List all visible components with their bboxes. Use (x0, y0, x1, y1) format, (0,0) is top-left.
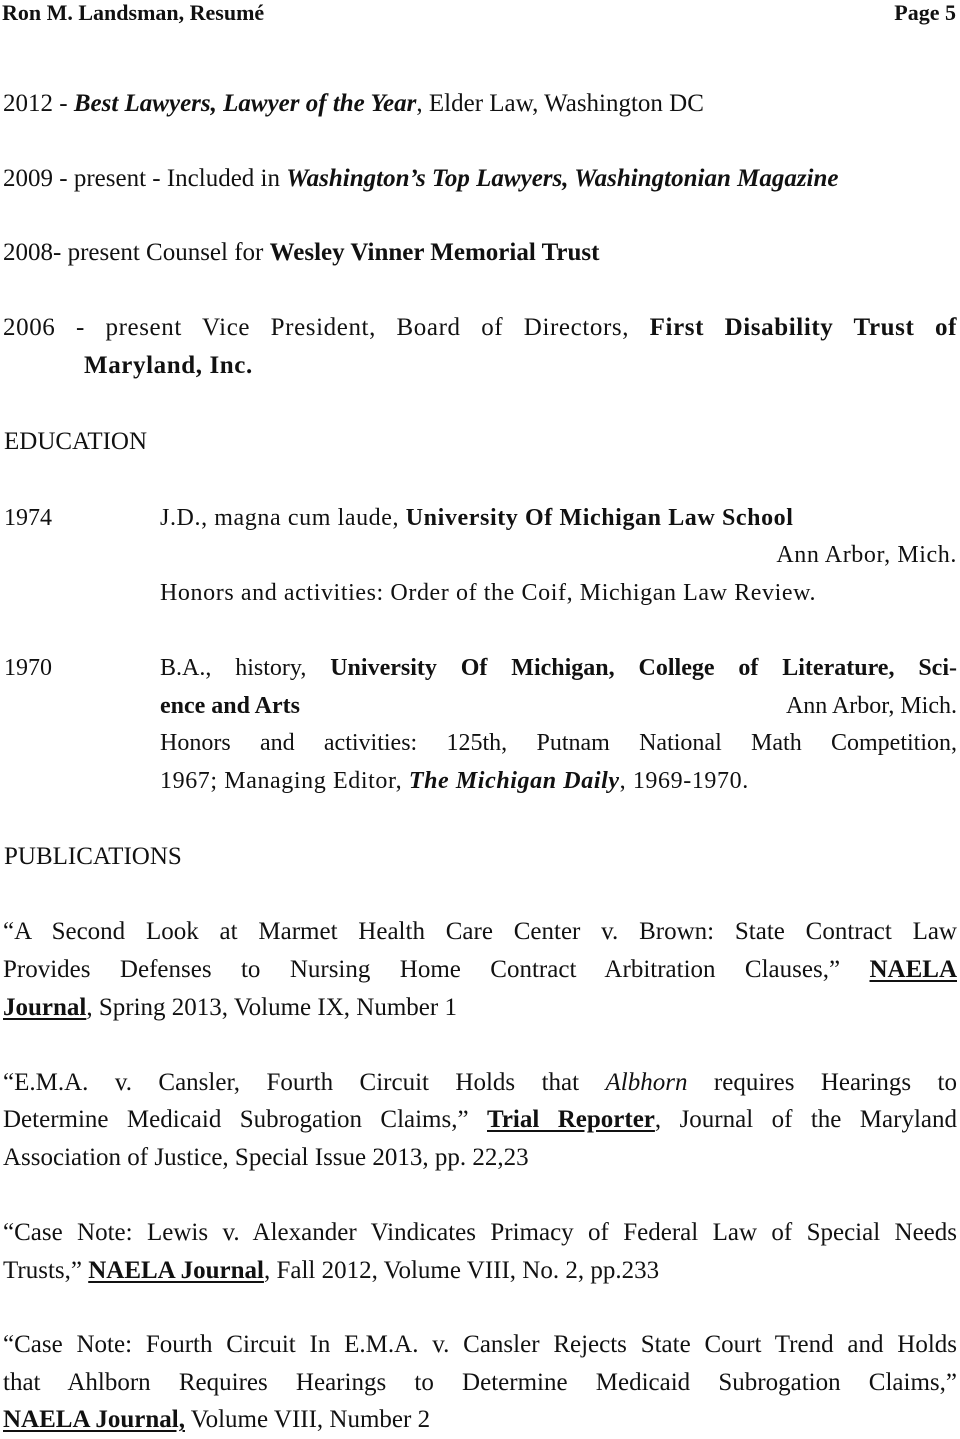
honor-title: Best Lawyers, Lawyer of the Year (73, 90, 417, 117)
publication-line (3, 989, 957, 1027)
education-heading: EDUCATION (4, 428, 148, 455)
resume-header-name: Ron M. Landsman, Resumé (2, 0, 265, 25)
honor-item (3, 160, 957, 198)
honor-text: 2006 - present Vice President, Board of Directors, (3, 314, 650, 341)
publication-line: “A Second Look at Marmet Health Care Center v. Brown: State Contract Law (3, 918, 957, 945)
journal-name: Journal (3, 994, 87, 1021)
case-name: Albhorn (605, 1069, 688, 1096)
honors-text: , 1969-1970. (619, 768, 749, 794)
honor-text: 2012 - (3, 90, 74, 117)
publications-heading: PUBLICATIONS (4, 843, 182, 870)
school-name: University Of Michigan, College of Literature, Sci- (330, 655, 957, 681)
education-honors: Honors and activities: Order of the Coif, Michigan Law Review. (160, 580, 817, 606)
degree-text: J.D., magna cum laude, (160, 505, 406, 531)
publication-text: , Fall 2012, Volume VIII, No. 2, pp.233 (263, 1257, 660, 1284)
honor-org: First Disability Trust of (649, 314, 957, 341)
publication-line: “Case Note: Fourth Circuit In E.M.A. v. Cansler Rejects State Court Trend and Holds (3, 1331, 957, 1358)
publication-text: Provides Defenses to Nursing Home Contract Arbitration Clauses,” (3, 956, 870, 983)
honor-title: Washington’s Top Lawyers, Washingtonian Magazine (286, 165, 839, 192)
education-honors: Honors and activities: 125th, Putnam National Math Competition, (160, 730, 957, 756)
honors-text: 1967; Managing Editor, (160, 768, 409, 794)
degree-text: B.A., history, (160, 655, 331, 681)
education-year: 1970 (4, 655, 52, 681)
publication-text: , Spring 2013, Volume IX, Number 1 (86, 994, 457, 1021)
education-degree-continued (160, 687, 957, 725)
honor-text: 2009 - present - Included in (3, 165, 287, 192)
publication-text: Trusts,” (3, 1257, 89, 1284)
honor-item (3, 234, 957, 272)
education-location: Ann Arbor, Mich. (776, 542, 957, 568)
honor-text: , Elder Law, Washington DC (416, 90, 704, 117)
publication-line (3, 1401, 957, 1439)
education-year: 1974 (4, 505, 52, 531)
education-degree (160, 649, 957, 687)
honor-org: Wesley Vinner Memorial Trust (269, 239, 600, 266)
education-honors (160, 762, 957, 800)
publication-line (3, 1064, 957, 1102)
publication-title: The Michigan Daily (408, 768, 620, 794)
publication-text: “E.M.A. v. Cansler, Fourth Circuit Holds that (3, 1069, 606, 1096)
school-name: University Of Michigan Law School (405, 505, 794, 531)
journal-name: NAELA Journal (88, 1257, 264, 1284)
education-degree (160, 499, 957, 537)
honor-org: Maryland, Inc. (84, 352, 253, 379)
publication-line (3, 1101, 957, 1139)
journal-name: Trial Reporter (487, 1106, 655, 1133)
honor-text: 2008- present Counsel for (3, 239, 270, 266)
honor-item (3, 85, 957, 123)
education-location: Ann Arbor, Mich. (785, 693, 957, 719)
publication-text: Determine Medicaid Subrogation Claims,” (3, 1106, 487, 1133)
publication-text: Volume VIII, Number 2 (184, 1406, 431, 1433)
publication-line: that Ahlborn Requires Hearings to Determine Medicaid Subrogation Claims,” (3, 1369, 957, 1396)
page-number: Page 5 (894, 0, 956, 25)
publication-line: “Case Note: Lewis v. Alexander Vindicates Primacy of Federal Law of Special Needs (3, 1219, 957, 1246)
publication-line (3, 1252, 957, 1290)
journal-name: NAELA Journal, (3, 1406, 185, 1433)
school-name: ence and Arts (160, 693, 300, 719)
publication-line: Association of Justice, Special Issue 2013, pp. 22,23 (3, 1144, 529, 1171)
publication-text: , Journal of the Maryland (654, 1106, 957, 1133)
publication-line (3, 951, 957, 989)
honor-item (3, 309, 957, 347)
publication-text: requires Hearings to (687, 1069, 958, 1096)
journal-name: NAELA (869, 956, 957, 983)
honor-item-continued (84, 347, 957, 385)
